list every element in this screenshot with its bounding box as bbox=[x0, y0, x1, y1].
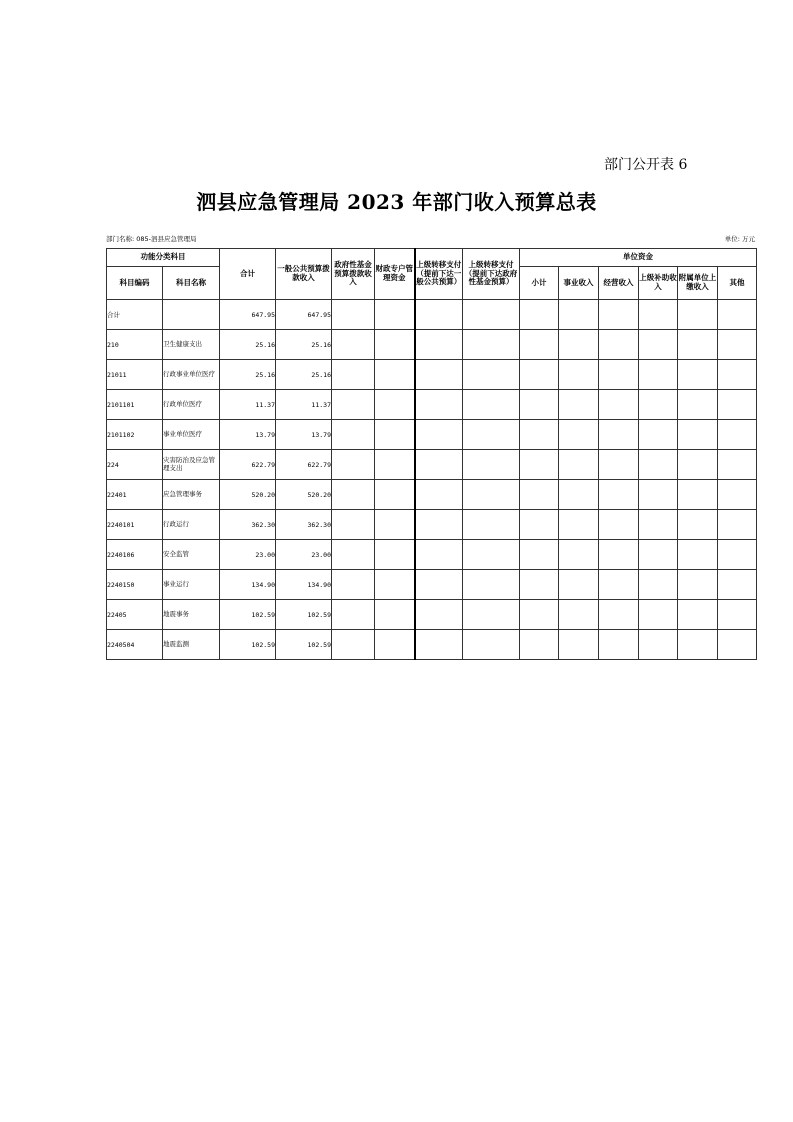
table-row bbox=[107, 360, 757, 390]
unit-label: 单位: 万元 bbox=[724, 235, 755, 243]
cell-gov-fund bbox=[332, 450, 375, 480]
cell-operating-income bbox=[599, 300, 639, 330]
cell-transfer-fund bbox=[463, 450, 520, 480]
cell-subsidy-income bbox=[639, 570, 678, 600]
table-row bbox=[107, 450, 757, 480]
cell-general-budget: 23.00 bbox=[276, 540, 332, 570]
cell-affiliated-income bbox=[678, 330, 718, 360]
cell-general-budget: 25.16 bbox=[276, 360, 332, 390]
table-row bbox=[107, 540, 757, 570]
cell-subtotal bbox=[520, 600, 559, 630]
cell-name: 事业运行 bbox=[163, 570, 220, 600]
cell-code: 2240101 bbox=[107, 510, 163, 540]
cell-transfer-general bbox=[415, 330, 463, 360]
cell-transfer-general bbox=[415, 450, 463, 480]
cell-special-account bbox=[375, 300, 415, 330]
header-code: 科目编码 bbox=[107, 267, 163, 300]
cell-gov-fund bbox=[332, 330, 375, 360]
cell-subsidy-income bbox=[639, 360, 678, 390]
cell-transfer-fund bbox=[463, 300, 520, 330]
cell-operating-income bbox=[599, 450, 639, 480]
cell-business-income bbox=[559, 420, 599, 450]
cell-operating-income bbox=[599, 330, 639, 360]
cell-transfer-fund bbox=[463, 330, 520, 360]
cell-transfer-fund bbox=[463, 420, 520, 450]
cell-transfer-general bbox=[415, 600, 463, 630]
cell-subsidy-income bbox=[639, 420, 678, 450]
header-unit-funds: 单位资金 bbox=[520, 249, 757, 267]
cell-transfer-general bbox=[415, 570, 463, 600]
cell-transfer-general bbox=[415, 390, 463, 420]
cell-business-income bbox=[559, 630, 599, 660]
cell-special-account bbox=[375, 450, 415, 480]
header-name: 科目名称 bbox=[163, 267, 220, 300]
cell-operating-income bbox=[599, 360, 639, 390]
cell-subsidy-income bbox=[639, 600, 678, 630]
cell-operating-income bbox=[599, 480, 639, 510]
cell-subsidy-income bbox=[639, 300, 678, 330]
cell-operating-income bbox=[599, 390, 639, 420]
table-row bbox=[107, 330, 757, 360]
cell-transfer-general bbox=[415, 540, 463, 570]
header-business-income: 事业收入 bbox=[559, 267, 599, 300]
cell-business-income bbox=[559, 390, 599, 420]
cell-transfer-general bbox=[415, 420, 463, 450]
cell-subsidy-income bbox=[639, 630, 678, 660]
cell-gov-fund bbox=[332, 360, 375, 390]
cell-affiliated-income bbox=[678, 570, 718, 600]
cell-name: 行政单位医疗 bbox=[163, 390, 220, 420]
cell-special-account bbox=[375, 630, 415, 660]
department-name: 部门名称: 085-泗县应急管理局 bbox=[106, 235, 197, 243]
header-other: 其他 bbox=[718, 267, 757, 300]
cell-subtotal bbox=[520, 450, 559, 480]
cell-other bbox=[718, 600, 757, 630]
cell-subsidy-income bbox=[639, 540, 678, 570]
cell-total: 102.59 bbox=[220, 630, 276, 660]
cell-general-budget: 25.16 bbox=[276, 330, 332, 360]
cell-general-budget: 647.95 bbox=[276, 300, 332, 330]
cell-operating-income bbox=[599, 600, 639, 630]
cell-transfer-fund bbox=[463, 480, 520, 510]
cell-subtotal bbox=[520, 630, 559, 660]
cell-special-account bbox=[375, 390, 415, 420]
cell-gov-fund bbox=[332, 600, 375, 630]
cell-business-income bbox=[559, 600, 599, 630]
cell-code: 合计 bbox=[107, 300, 163, 330]
cell-special-account bbox=[375, 510, 415, 540]
cell-total: 11.37 bbox=[220, 390, 276, 420]
table-row bbox=[107, 480, 757, 510]
cell-subsidy-income bbox=[639, 480, 678, 510]
cell-other bbox=[718, 480, 757, 510]
cell-subsidy-income bbox=[639, 510, 678, 540]
cell-transfer-general bbox=[415, 480, 463, 510]
cell-subtotal bbox=[520, 330, 559, 360]
cell-general-budget: 102.59 bbox=[276, 600, 332, 630]
cell-operating-income bbox=[599, 570, 639, 600]
cell-general-budget: 520.20 bbox=[276, 480, 332, 510]
cell-subtotal bbox=[520, 300, 559, 330]
cell-other bbox=[718, 570, 757, 600]
cell-transfer-fund bbox=[463, 570, 520, 600]
cell-total: 362.30 bbox=[220, 510, 276, 540]
cell-affiliated-income bbox=[678, 390, 718, 420]
cell-name: 灾害防治及应急管理支出 bbox=[163, 450, 220, 480]
cell-gov-fund bbox=[332, 420, 375, 450]
cell-business-income bbox=[559, 300, 599, 330]
cell-special-account bbox=[375, 570, 415, 600]
cell-code: 21011 bbox=[107, 360, 163, 390]
cell-other bbox=[718, 300, 757, 330]
cell-code: 210 bbox=[107, 330, 163, 360]
cell-subtotal bbox=[520, 360, 559, 390]
cell-subsidy-income bbox=[639, 330, 678, 360]
cell-gov-fund bbox=[332, 480, 375, 510]
cell-subtotal bbox=[520, 570, 559, 600]
cell-affiliated-income bbox=[678, 300, 718, 330]
cell-other bbox=[718, 330, 757, 360]
table-row bbox=[107, 300, 757, 330]
table-row bbox=[107, 570, 757, 600]
cell-business-income bbox=[559, 360, 599, 390]
header-operating-income: 经营收入 bbox=[599, 267, 639, 300]
cell-special-account bbox=[375, 360, 415, 390]
cell-business-income bbox=[559, 480, 599, 510]
cell-name: 事业单位医疗 bbox=[163, 420, 220, 450]
cell-affiliated-income bbox=[678, 360, 718, 390]
cell-other bbox=[718, 360, 757, 390]
cell-name: 应急管理事务 bbox=[163, 480, 220, 510]
cell-other bbox=[718, 510, 757, 540]
cell-business-income bbox=[559, 330, 599, 360]
cell-total: 25.16 bbox=[220, 360, 276, 390]
cell-general-budget: 362.30 bbox=[276, 510, 332, 540]
header-special-account: 财政专户管理资金 bbox=[375, 249, 415, 300]
header-affiliated-income: 附属单位上缴收入 bbox=[678, 267, 718, 300]
cell-business-income bbox=[559, 540, 599, 570]
cell-code: 2101102 bbox=[107, 420, 163, 450]
cell-affiliated-income bbox=[678, 480, 718, 510]
cell-affiliated-income bbox=[678, 600, 718, 630]
cell-name: 地震监测 bbox=[163, 630, 220, 660]
header-subsidy-income: 上级补助收入 bbox=[639, 267, 678, 300]
cell-total: 622.79 bbox=[220, 450, 276, 480]
header-transfer-fund: 上级转移支付（提前下达政府性基金预算） bbox=[463, 249, 520, 300]
cell-total: 134.90 bbox=[220, 570, 276, 600]
cell-name: 地震事务 bbox=[163, 600, 220, 630]
cell-special-account bbox=[375, 600, 415, 630]
cell-special-account bbox=[375, 480, 415, 510]
cell-transfer-fund bbox=[463, 360, 520, 390]
header-general-budget: 一般公共预算拨款收入 bbox=[276, 249, 332, 300]
cell-gov-fund bbox=[332, 300, 375, 330]
cell-general-budget: 134.90 bbox=[276, 570, 332, 600]
form-number: 部门公开表 6 bbox=[604, 157, 688, 173]
cell-gov-fund bbox=[332, 540, 375, 570]
cell-name: 安全监管 bbox=[163, 540, 220, 570]
cell-transfer-fund bbox=[463, 630, 520, 660]
cell-operating-income bbox=[599, 510, 639, 540]
cell-special-account bbox=[375, 540, 415, 570]
cell-subtotal bbox=[520, 480, 559, 510]
cell-gov-fund bbox=[332, 390, 375, 420]
cell-subtotal bbox=[520, 390, 559, 420]
header-gov-fund: 政府性基金预算拨款收入 bbox=[332, 249, 375, 300]
cell-total: 23.00 bbox=[220, 540, 276, 570]
cell-subsidy-income bbox=[639, 390, 678, 420]
cell-affiliated-income bbox=[678, 420, 718, 450]
cell-general-budget: 11.37 bbox=[276, 390, 332, 420]
header-subtotal: 小计 bbox=[520, 267, 559, 300]
cell-transfer-general bbox=[415, 300, 463, 330]
cell-other bbox=[718, 540, 757, 570]
cell-affiliated-income bbox=[678, 540, 718, 570]
cell-subtotal bbox=[520, 420, 559, 450]
cell-name bbox=[163, 300, 220, 330]
cell-operating-income bbox=[599, 630, 639, 660]
cell-other bbox=[718, 630, 757, 660]
cell-name: 行政事业单位医疗 bbox=[163, 360, 220, 390]
cell-operating-income bbox=[599, 420, 639, 450]
header-total: 合计 bbox=[220, 249, 276, 300]
cell-code: 2240504 bbox=[107, 630, 163, 660]
cell-business-income bbox=[559, 570, 599, 600]
cell-subtotal bbox=[520, 510, 559, 540]
cell-code: 224 bbox=[107, 450, 163, 480]
cell-general-budget: 622.79 bbox=[276, 450, 332, 480]
cell-subtotal bbox=[520, 540, 559, 570]
cell-total: 647.95 bbox=[220, 300, 276, 330]
cell-general-budget: 13.79 bbox=[276, 420, 332, 450]
header-func-class: 功能分类科目 bbox=[107, 249, 220, 267]
cell-code: 22405 bbox=[107, 600, 163, 630]
cell-total: 13.79 bbox=[220, 420, 276, 450]
cell-business-income bbox=[559, 510, 599, 540]
cell-subsidy-income bbox=[639, 450, 678, 480]
cell-operating-income bbox=[599, 540, 639, 570]
cell-total: 25.16 bbox=[220, 330, 276, 360]
cell-business-income bbox=[559, 450, 599, 480]
cell-total: 520.20 bbox=[220, 480, 276, 510]
table-row bbox=[107, 600, 757, 630]
cell-other bbox=[718, 420, 757, 450]
cell-total: 102.59 bbox=[220, 600, 276, 630]
cell-other bbox=[718, 390, 757, 420]
cell-general-budget: 102.59 bbox=[276, 630, 332, 660]
header-transfer-general: 上级转移支付（提前下达一般公共预算） bbox=[415, 249, 463, 300]
table-row bbox=[107, 420, 757, 450]
page-title: 泗县应急管理局 2023 年部门收入预算总表 bbox=[196, 190, 597, 214]
cell-affiliated-income bbox=[678, 510, 718, 540]
cell-name: 卫生健康支出 bbox=[163, 330, 220, 360]
cell-affiliated-income bbox=[678, 630, 718, 660]
cell-transfer-fund bbox=[463, 390, 520, 420]
cell-transfer-general bbox=[415, 360, 463, 390]
table-row bbox=[107, 630, 757, 660]
cell-transfer-fund bbox=[463, 510, 520, 540]
cell-code: 22401 bbox=[107, 480, 163, 510]
cell-special-account bbox=[375, 420, 415, 450]
cell-special-account bbox=[375, 330, 415, 360]
cell-gov-fund bbox=[332, 570, 375, 600]
cell-code: 2101101 bbox=[107, 390, 163, 420]
table-row bbox=[107, 510, 757, 540]
cell-transfer-fund bbox=[463, 540, 520, 570]
table-row bbox=[107, 390, 757, 420]
cell-other bbox=[718, 450, 757, 480]
cell-gov-fund bbox=[332, 630, 375, 660]
cell-code: 2240106 bbox=[107, 540, 163, 570]
cell-code: 2240150 bbox=[107, 570, 163, 600]
cell-transfer-general bbox=[415, 510, 463, 540]
budget-table bbox=[106, 248, 757, 660]
cell-transfer-general bbox=[415, 630, 463, 660]
cell-name: 行政运行 bbox=[163, 510, 220, 540]
cell-affiliated-income bbox=[678, 450, 718, 480]
cell-gov-fund bbox=[332, 510, 375, 540]
cell-transfer-fund bbox=[463, 600, 520, 630]
